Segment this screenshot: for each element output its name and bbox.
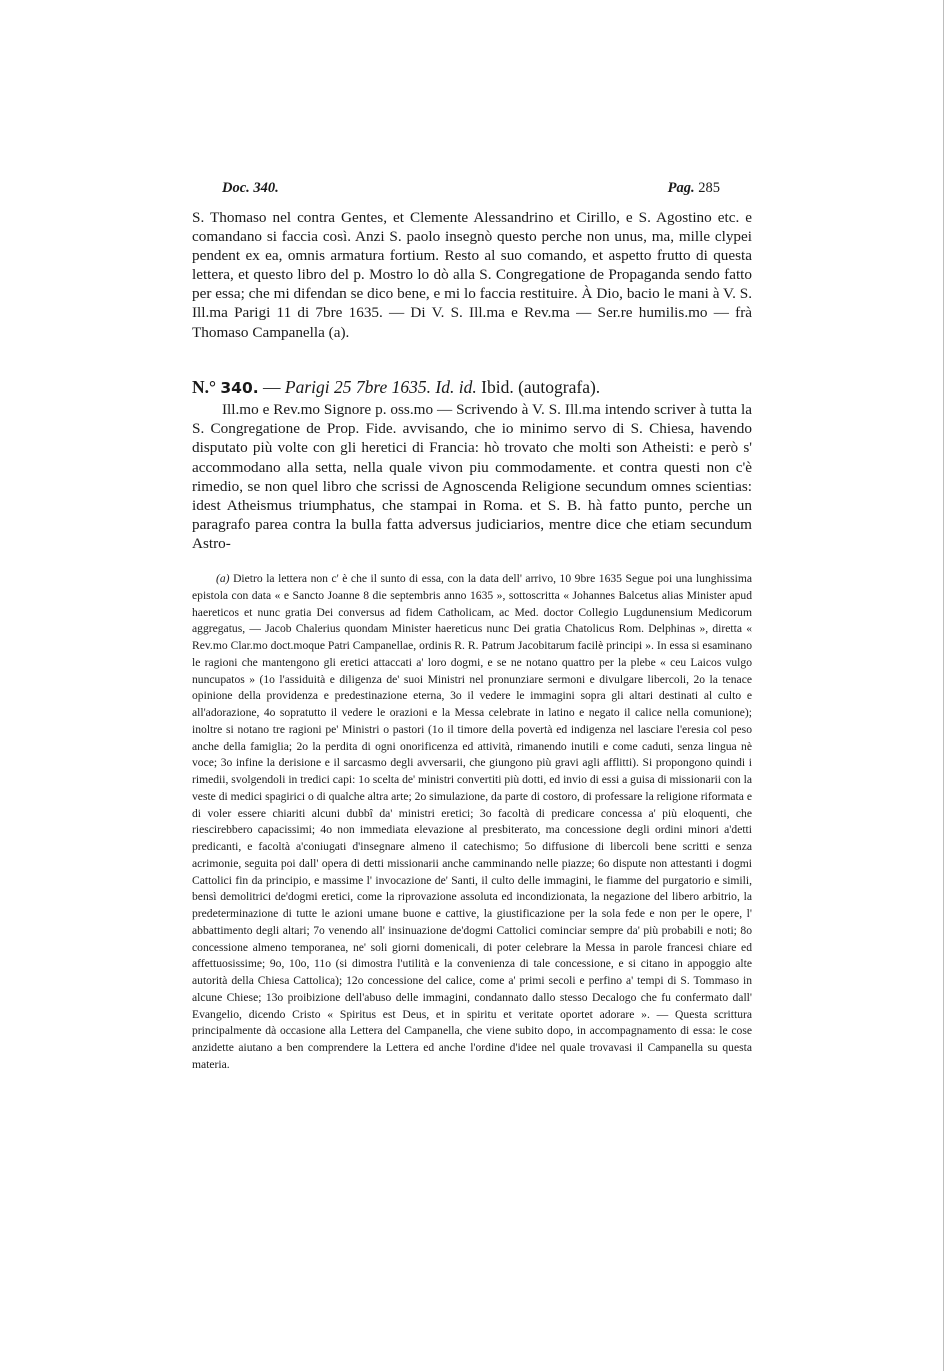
running-header	[222, 180, 720, 204]
footnote	[192, 571, 752, 1074]
letter-body	[192, 400, 752, 554]
letter-date: Parigi 25 7bre 1635.	[284, 377, 432, 397]
continuation-paragraph: S. Thomaso nel contra Gentes, et Clemente Alessandrino et Cirillo, e S. Agostino etc. e comandano si faccia così. Anzi S. paolo insegnò questo perche non unus, ma, mille clypei pendent ex ea, omnis armatura fortium. Resto al suo comando, et aspetto frutto di questa lettera, et questo libro del p. Mostro lo dò alla S. Congregatione de Propaganda sendo fatto per essa; che mi difendan se dico bene, e mi lo faccia restituire. À Dio, bacio le mani à V. S. Ill.ma Parigi 11 di 7bre 1635. — Di V. S. Ill.ma e Rev.ma — Ser.re humilis.mo — frà Thomaso Campanella (a).	[192, 209, 752, 341]
document-number: Doc. 340.	[222, 180, 279, 196]
letter-paragraph: Ill.mo e Rev.mo Signore p. oss.mo — Scrivendo à V. S. Ill.ma intendo scriver à tutta la S. Congregatione de Prop. Fide. avvisando, che io minimo servo di S. Chiesa, havendo disputato più volte con gli heretici di Francia: hò trovato che molti son Atheisti: e però s' accommodano alla setta, nella quale vivon piu commodamente. et contra questi non c'è rimedio, se non quel libro che scrissi de Agnoscenda Religione secundum omnes scientias: idest Atheismus triumphatus, che stampai in Roma. et S. B. hà fatto punto, perche un paragrafo parea contra la bulla fatta adversus judiciarios, mentre dice che etiam secundum Astro-	[192, 401, 752, 553]
page-label: Pag.	[667, 180, 695, 196]
letter-heading	[192, 376, 752, 399]
previous-letter-continuation	[192, 208, 752, 342]
letter-number: 340.	[220, 379, 259, 397]
footnote-paragraph	[192, 571, 752, 1074]
page-number-value: 285	[698, 180, 720, 196]
letter-number-label: N.°	[192, 377, 217, 397]
page-edge-line	[943, 0, 944, 1371]
page-number	[668, 180, 720, 197]
heading-dash: —	[263, 377, 281, 397]
letter-source: Ibid. (autografa).	[481, 377, 601, 397]
footnote-mark: (a)	[216, 572, 230, 585]
letter-idid: Id. id.	[435, 377, 477, 397]
footnote-text: Dietro la lettera non c' è che il sunto di essa, con la data dell' arrivo, 10 9bre 1635 Segue poi una lunghissima epistola con data « e Sancto Joanne 8 die septembris anno 1635 », sottoscritta « Johannes Balcetus alias Minister apud haereticos et nunc gratia Dei conversus ad fidem Catholicam, ac Med. doctor Collegio Lugdunensium Medicorum aggregatus, — Jacob Chalerius quondam Minister haereticus nunc Dei gratia Chatolicus Rom. Delphinas », diretta « Rev.mo Clar.mo doct.moque Patri Campanellae, ordinis R. R. Patrum Jacobitarum facilè principi ». In essa si esaminano le ragioni che mantengono gli eretici attaccati a' loro dogmi, e se ne notano quattro per la plebe « ceu Laicos vulgo nuncupatos » (1o l'assiduità e diligenza de' suoi Ministri nel pronunziare sermoni e divulgare libercoli, 2o la tenace opinione della providenza e predestinazione eterna, 3o il vedere le immagini sopra gli altari destinati al culto e all'adorazione, 4o sopratutto il vedere le orazioni e la Messa celebrate in latino e negato il calice nella comunione); inoltre si notano tre ragioni pe' Ministri o pastori (1o il timore della povertà ed indigenza nel lasciare l'eresia col peso anche della famiglia; 2o la perdita di ogni onorificenza ed attività, rimanendo inutili e come caduti, senza lingua nè voce; 3o infine la derisione e il sarcasmo degli avversarii, che giungono più gravi agli afflitti). Si propongono quindi i rimedii, svolgendoli in tredici capi: 1o scelta de' ministri convertiti più dotti, ed invio di essi a guisa di missionarii con la veste di medici spagirici o di qualche altra arte; 2o simulazione, da parte di costoro, di professare la religione riformata e di voler essere chiariti alcuni dubbî da' ministri eretici; 3o facoltà di predicare concessa a' più eloquenti, che riescirebbero capacissimi; 4o non immediata elevazione al presbiterato, ma concessione degli ordini minori a'detti predicanti, e facoltà a'coniugati d'insegnare almeno il catechismo; 5o diffusione di libercoli bene scritti e senza acrimonie, seguita poi dall' opera di detti missionarii anche camminando nelle piazze; 6o dispute non attestanti i dogmi Cattolici fin da principio, e massime l' invocazione de' Santi, il culto delle immagini, le fiamme del purgatorio e simili, bensì demolitrici de'dogmi eretici, come la riprovazione assoluta ed incondizionata, la negazione del libero arbitrio, la predeterminazione di tutte le azioni umane buone e cattive, la giustificazione per la sola fede e non per le opere, l' abbattimento degli altari; 7o venendo all' insinuazione de'dogmi Cattolici cominciar sempre da' più probabili e noti; 8o concessione almeno temporanea, ne' soli giorni domenicali, di poter celebrare la Messa in parole francesi chiare ed affettuosissime; 9o, 10o, 11o (si dimostra l'utilità e la convenienza di tale concessione, e si citano in appoggio alte autorità della Chiesa Cattolica); 12o concessione del calice, come a' primi secoli e perfino a' tempi di S. Tommaso in alcune Chiese; 13o proibizione dell'abuso delle immagini, condannato dallo stesso Decalogo che fu confermato dall' Evangelio, dicendo Cristo « Spiritus est Deus, et in spiritu et veritate oportet adorare ». — Questa scrittura principalmente dà occasione alla Lettera del Campanella, che viene subito dopo, in accompagnamento di essa: le cose anzidette aiutano a ben comprendere la Lettera ed anche l'ordine d'idee nel quale trovavasi il Campanella su questa materia.	[192, 572, 752, 1071]
